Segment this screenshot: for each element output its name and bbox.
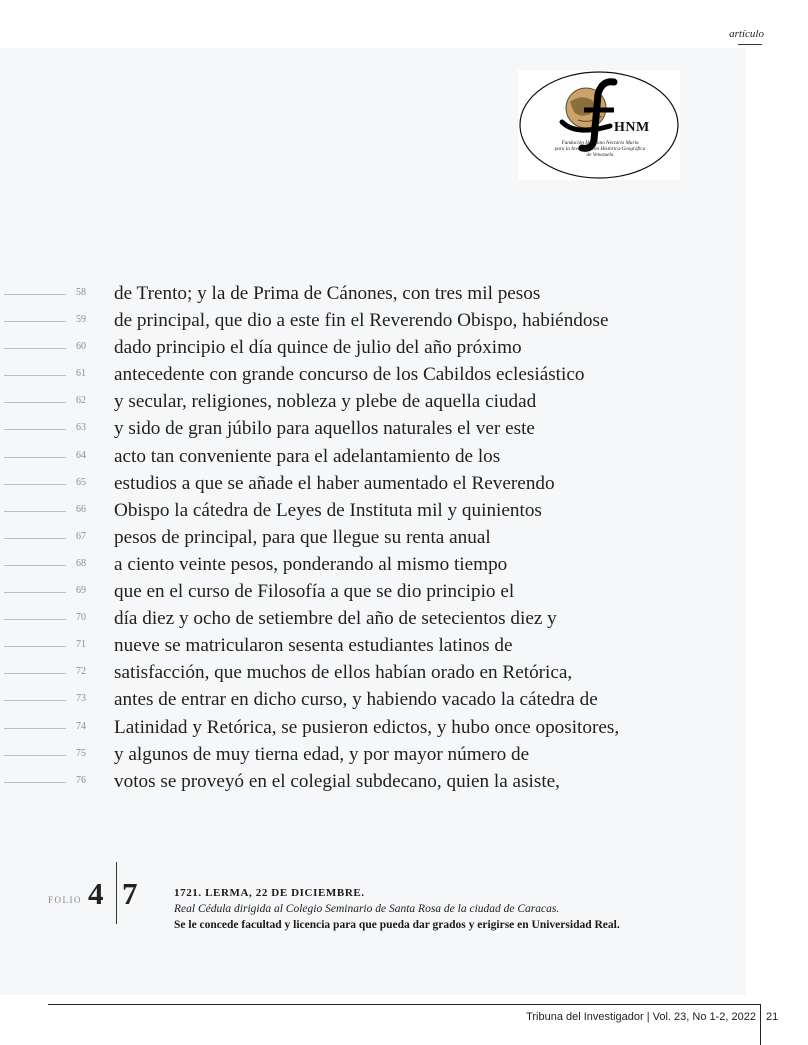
logo-initials: HNM: [614, 120, 650, 135]
line-text: Obispo la cátedra de Leyes de Instituta mil y quinientos: [114, 499, 542, 521]
numbered-transcription: [0, 281, 746, 796]
line-text: antes de entrar en dicho curso, y habiendo vacado la cátedra de: [114, 689, 598, 711]
line-text: de principal, que dio a este fin el Reverendo Obispo, habiéndose: [114, 310, 609, 332]
line-tick: [4, 592, 66, 593]
folio-title: Real Cédula dirigida al Colegio Seminario de Santa Rosa de la ciudad de Caracas.: [174, 903, 560, 915]
line-tick: [4, 565, 66, 566]
text-line: [0, 715, 746, 742]
line-tick: [4, 429, 66, 430]
line-number: 61: [76, 368, 86, 380]
text-line: [0, 389, 746, 416]
text-line: [0, 416, 746, 443]
text-line: [0, 444, 746, 471]
folio-number-first-digit: 4: [88, 876, 104, 911]
footer-rule: [48, 1004, 760, 1005]
line-number: 68: [76, 557, 86, 569]
line-text: dado principio el día quince de julio del año próximo: [114, 337, 522, 359]
text-line: [0, 471, 746, 498]
logo-caption-line-3: de Venezuela: [586, 152, 614, 158]
line-tick: [4, 484, 66, 485]
footer-journal: Tribuna del Investigador | Vol. 23, No 1-2, 2022: [526, 1011, 756, 1023]
line-number: 76: [76, 774, 86, 786]
text-line: [0, 308, 746, 335]
text-line: [0, 742, 746, 769]
text-line: [0, 606, 746, 633]
line-tick: [4, 402, 66, 403]
line-number: 64: [76, 449, 86, 461]
text-line: [0, 362, 746, 389]
line-tick: [4, 619, 66, 620]
line-tick: [4, 700, 66, 701]
line-tick: [4, 673, 66, 674]
line-number: 58: [76, 287, 86, 298]
line-text: y sido de gran júbilo para aquellos naturales el ver este: [114, 418, 535, 440]
line-tick: [4, 755, 66, 756]
line-number: 62: [76, 395, 86, 407]
line-tick: [4, 375, 66, 376]
line-number: 75: [76, 747, 86, 759]
logo-caption: [532, 140, 668, 158]
line-number: 66: [76, 503, 86, 515]
section-rule: [738, 44, 762, 45]
line-number: 65: [76, 476, 86, 488]
folio-number-second-digit: 7: [122, 876, 138, 911]
page-number: 21: [766, 1011, 779, 1023]
footer-divider: [760, 1004, 761, 1045]
logo-emblem-icon: [518, 70, 680, 180]
folio-entry: [174, 884, 734, 933]
line-text: estudios a que se añade el haber aumentado el Reverendo: [114, 472, 555, 494]
line-text: acto tan conveniente para el adelantamiento de los: [114, 445, 501, 467]
text-line: [0, 498, 746, 525]
line-tick: [4, 348, 66, 349]
line-text: y secular, religiones, nobleza y plebe de aquella ciudad: [114, 391, 537, 413]
line-number: 74: [76, 720, 86, 732]
line-tick: [4, 294, 66, 295]
line-number: 72: [76, 666, 86, 678]
folio-label: FOLIO: [48, 895, 82, 905]
line-text: votos se proveyó en el colegial subdecano, quien la asiste,: [114, 770, 560, 792]
line-number: 70: [76, 612, 86, 624]
text-line: [0, 660, 746, 687]
line-number: 67: [76, 530, 86, 542]
line-text: Latinidad y Retórica, se pusieron edictos, y hubo once opositores,: [114, 716, 620, 738]
logo-caption-line-1: Fundación Hermano Nectario María: [561, 140, 639, 146]
logo-caption-line-2: para la Investigación Histórica-Geográfica: [554, 146, 646, 152]
foundation-logo: [518, 70, 680, 180]
line-number: 71: [76, 639, 86, 651]
line-tick: [4, 646, 66, 647]
folio-divider: [116, 862, 117, 924]
line-tick: [4, 511, 66, 512]
line-tick: [4, 728, 66, 729]
line-number: 73: [76, 693, 86, 705]
line-tick: [4, 457, 66, 458]
section-label: artículo: [729, 28, 764, 40]
line-number: 69: [76, 585, 86, 597]
text-line: [0, 687, 746, 714]
line-number: 59: [76, 314, 86, 326]
text-line: [0, 633, 746, 660]
line-text: y algunos de muy tierna edad, y por mayor número de: [114, 743, 530, 765]
line-number: 63: [76, 422, 86, 434]
line-text: satisfacción, que muchos de ellos habían orado en Retórica,: [114, 662, 573, 684]
folio-date: 1721. LERMA, 22 DE DICIEMBRE.: [174, 887, 365, 899]
line-number: 60: [76, 341, 86, 353]
line-tick: [4, 321, 66, 322]
line-text: de Trento; y la de Prima de Cánones, con tres mil pesos: [114, 283, 541, 304]
text-line: [0, 281, 746, 308]
line-tick: [4, 538, 66, 539]
folio-summary: Se le concede facultad y licencia para que pueda dar grados y erigirse en Universidad Real.: [174, 919, 620, 931]
text-line: [0, 769, 746, 796]
text-line: [0, 579, 746, 606]
text-line: [0, 552, 746, 579]
line-tick: [4, 782, 66, 783]
text-line: [0, 335, 746, 362]
line-text: día diez y ocho de setiembre del año de setecientos diez y: [114, 608, 557, 630]
line-text: a ciento veinte pesos, ponderando al mismo tiempo: [114, 553, 508, 575]
text-line: [0, 525, 746, 552]
line-text: pesos de principal, para que llegue su renta anual: [114, 526, 491, 548]
line-text: nueve se matricularon sesenta estudiantes latinos de: [114, 635, 513, 657]
line-text: antecedente con grande concurso de los Cabildos eclesiástico: [114, 364, 585, 386]
line-text: que en el curso de Filosofía a que se dio principio el: [114, 581, 515, 603]
